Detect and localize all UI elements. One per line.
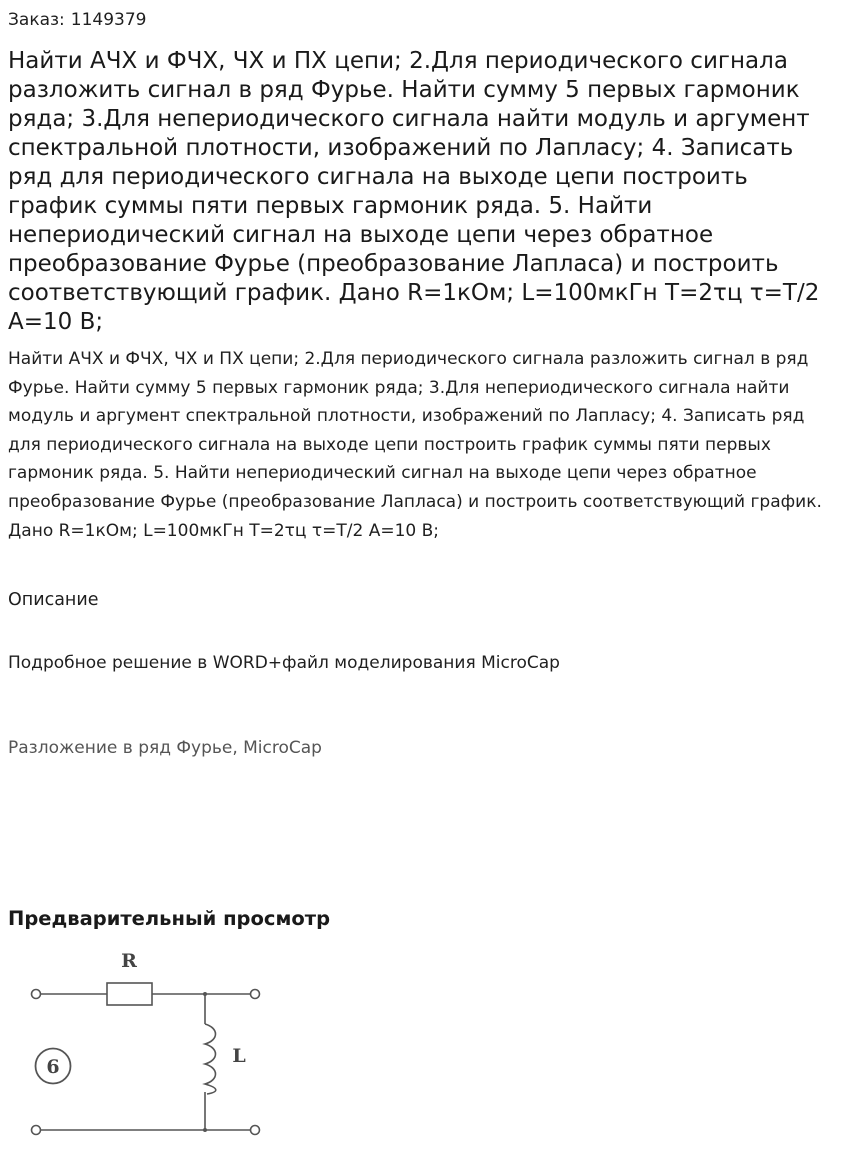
task-body: Найти АЧХ и ФЧХ, ЧХ и ПХ цепи; 2.Для периодического сигнала разложить сигнал в ряд Фурье. Найти сумму 5 первых гармоник ряда; 3.Для непериодического сигнала найти модуль и аргумент спектральной плотности, изображений по Лапласу; 4. Записать ряд для периодического сигнала на выходе цепи построить график суммы пяти первых гармоник ряда. 5. Найти непериодический сигнал на выходе цепи через обратное преобразование Фурье (преобразование Лапласа) и построить соответствующий график. Дано R=1кОм; L=100мкГн Т=2τц τ=T/2 A=10 В; — [8, 349, 822, 541]
input-terminal-top — [32, 990, 41, 999]
output-terminal-bottom — [251, 1126, 260, 1135]
inductor-label: L — [232, 1045, 246, 1067]
junction-dot-bottom — [203, 1128, 207, 1132]
task-title: Найти АЧХ и ФЧХ, ЧХ и ПХ цепи; 2.Для периодического сигнала разложить сигнал в ряд Фурье. Найти сумму 5 первых гармоник ряда; 3.Для непериодического сигнала найти модуль и аргумент спектральной плотности, изображений по Лапласу; 4. Записать ряд для периодического сигнала на выходе цепи построить график суммы пяти первых гармоник ряда. 5. Найти непериодический сигнал на выходе цепи через обратное преобразование Фурье (преобразование Лапласа) и построить соответствующий график. Дано R=1кОм; L=100мкГн Т=2τц τ=T/2 A=10 В; — [8, 48, 820, 335]
resistor-label: R — [121, 950, 137, 972]
resistor-symbol — [107, 983, 152, 1005]
description-text: Подробное решение в WORD+файл моделирования MicroCap — [8, 653, 560, 673]
circuit-diagram — [26, 940, 276, 1145]
tags-line: Разложение в ряд Фурье, MicroCap — [8, 738, 322, 758]
description-label: Описание — [8, 590, 99, 610]
input-terminal-bottom — [32, 1126, 41, 1135]
output-terminal-top — [251, 990, 260, 999]
preview-heading: Предварительный просмотр — [8, 907, 331, 930]
order-line — [8, 9, 147, 31]
order-number: 1149379 — [70, 10, 147, 30]
order-label: Заказ: — [8, 10, 65, 30]
variant-number: 6 — [46, 1056, 60, 1078]
junction-dot-top — [203, 992, 207, 996]
inductor-symbol — [205, 1024, 216, 1094]
